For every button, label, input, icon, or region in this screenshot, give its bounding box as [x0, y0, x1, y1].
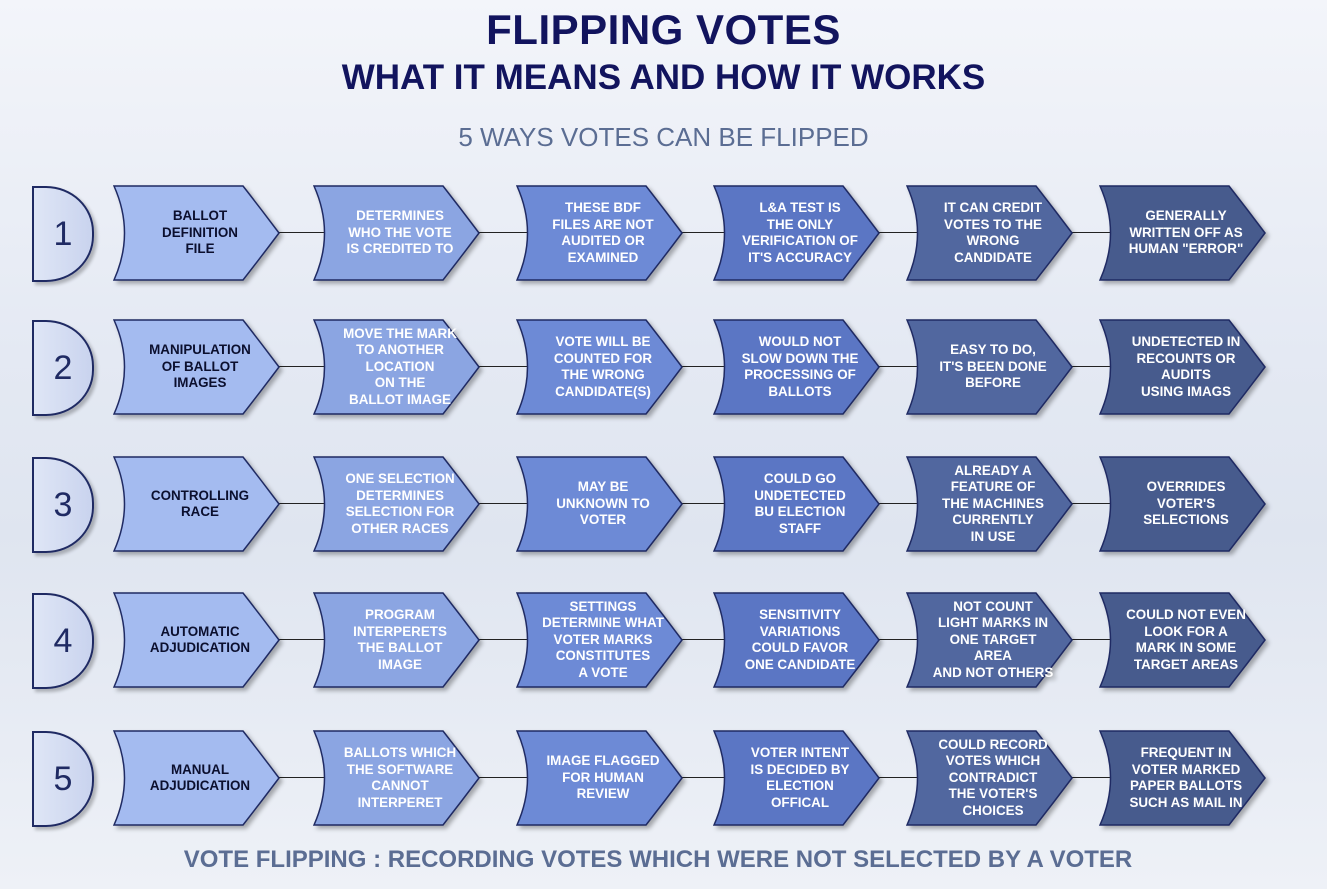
step-shape-4	[713, 592, 881, 688]
step-label: MANUAL ADJUDICATION	[149, 761, 251, 793]
step-label: MANIPULATION OF BALLOT IMAGES	[149, 342, 251, 391]
step-label: NOT COUNT LIGHT MARKS IN ONE TARGET AREA AND NOT OTHERS	[932, 598, 1054, 680]
step-shape-1	[113, 456, 281, 552]
step-shape-6	[1099, 730, 1267, 826]
step-shape-6	[1099, 319, 1267, 415]
step-shape-3	[516, 730, 684, 826]
step-shape-1	[113, 185, 281, 281]
step-shape-4	[713, 319, 881, 415]
step-shape-2	[313, 319, 481, 415]
step-label: IT CAN CREDIT VOTES TO THE WRONG CANDIDATE	[943, 200, 1043, 265]
row-number-badge: 3	[32, 457, 94, 553]
page-title: FLIPPING VOTES	[486, 6, 841, 53]
step-label: SETTINGS DETERMINE WHAT VOTER MARKS CONSTITUTES A VOTE	[542, 598, 664, 680]
step-label: THESE BDF FILES ARE NOT AUDITED OR EXAMINED	[552, 200, 654, 265]
step-shape-2	[313, 592, 481, 688]
step-shape-2	[313, 185, 481, 281]
step-label: OVERRIDES VOTER'S SELECTIONS	[1143, 479, 1229, 528]
step-label: DETERMINES WHO THE VOTE IS CREDITED TO	[346, 208, 454, 257]
step-shape-4	[713, 456, 881, 552]
step-shape-5	[906, 592, 1074, 688]
step-label: MOVE THE MARK TO ANOTHER LOCATION ON THE BALLOT IMAGE	[343, 325, 457, 407]
step-label: CONTROLLING RACE	[150, 487, 250, 519]
step-shape-2	[313, 456, 481, 552]
ways-heading: 5 WAYS VOTES CAN BE FLIPPED	[458, 122, 869, 152]
step-label: PROGRAM INTERPERETS THE BALLOT IMAGE	[353, 607, 447, 672]
step-shape-6	[1099, 456, 1267, 552]
step-label: WOULD NOT SLOW DOWN THE PROCESSING OF BALLOTS	[741, 334, 859, 399]
step-shape-2	[313, 730, 481, 826]
step-label: IMAGE FLAGGED FOR HUMAN REVIEW	[546, 753, 660, 802]
step-label: COULD RECORD VOTES WHICH CONTRADICT THE VOTER'S CHOICES	[938, 736, 1048, 818]
method-row-4	[0, 591, 1327, 691]
page-subtitle: WHAT IT MEANS AND HOW IT WORKS	[341, 58, 986, 97]
step-label: AUTOMATIC ADJUDICATION	[149, 623, 251, 655]
step-label: FREQUENT IN VOTER MARKED PAPER BALLOTS SUCH AS MAIL IN	[1129, 745, 1243, 810]
step-label: EASY TO DO, IT'S BEEN DONE BEFORE	[939, 342, 1047, 391]
step-label: VOTER INTENT IS DECIDED BY ELECTION OFFICAL	[750, 745, 850, 810]
step-label: COULD GO UNDETECTED BU ELECTION STAFF	[754, 471, 846, 536]
step-label: COULD NOT EVEN LOOK FOR A MARK IN SOME TARGET AREAS	[1126, 607, 1246, 672]
method-row-1	[0, 184, 1327, 284]
method-row-3	[0, 455, 1327, 555]
step-shape-6	[1099, 592, 1267, 688]
step-label: GENERALLY WRITTEN OFF AS HUMAN "ERROR"	[1128, 208, 1244, 257]
row-number-badge: 1	[32, 186, 94, 282]
step-shape-6	[1099, 185, 1267, 281]
step-shape-4	[713, 730, 881, 826]
step-shape-5	[906, 319, 1074, 415]
step-shape-3	[516, 319, 684, 415]
step-shape-1	[113, 592, 281, 688]
step-label: VOTE WILL BE COUNTED FOR THE WRONG CANDIDATE(S)	[553, 334, 653, 399]
method-row-5	[0, 729, 1327, 829]
step-shape-4	[713, 185, 881, 281]
step-label: ONE SELECTION DETERMINES SELECTION FOR OTHER RACES	[345, 471, 455, 536]
step-shape-3	[516, 185, 684, 281]
method-row-2	[0, 318, 1327, 418]
step-shape-5	[906, 730, 1074, 826]
step-label: MAY BE UNKNOWN TO VOTER	[556, 479, 650, 528]
step-label: UNDETECTED IN RECOUNTS OR AUDITS USING IMAGS	[1131, 334, 1241, 399]
step-shape-5	[906, 456, 1074, 552]
step-label: SENSITIVITY VARIATIONS COULD FAVOR ONE CANDIDATE	[744, 607, 856, 672]
step-label: ALREADY A FEATURE OF THE MACHINES CURRENTLY IN USE	[942, 462, 1044, 544]
step-label: BALLOT DEFINITION FILE	[162, 208, 238, 257]
step-shape-5	[906, 185, 1074, 281]
footer-definition: VOTE FLIPPING : RECORDING VOTES WHICH WERE NOT SELECTED BY A VOTER	[183, 846, 1133, 873]
step-label: BALLOTS WHICH THE SOFTWARE CANNOT INTERPERET	[343, 745, 457, 810]
step-shape-1	[113, 319, 281, 415]
row-number-badge: 2	[32, 320, 94, 416]
row-number-badge: 5	[32, 731, 94, 827]
step-label: L&A TEST IS THE ONLY VERIFICATION OF IT'S ACCURACY	[742, 200, 858, 265]
row-number-badge: 4	[32, 593, 94, 689]
step-shape-3	[516, 456, 684, 552]
step-shape-1	[113, 730, 281, 826]
step-shape-3	[516, 592, 684, 688]
